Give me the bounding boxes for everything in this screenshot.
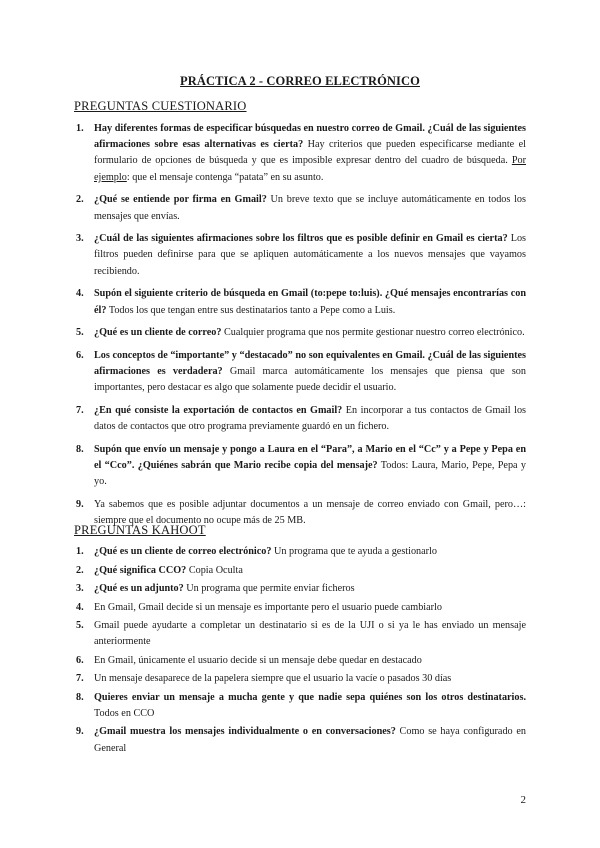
question-text: ¿Qué es un cliente de correo? — [94, 327, 222, 339]
item-number: 6. — [76, 654, 84, 666]
page-title: PRÁCTICA 2 - CORREO ELECTRÓNICO — [180, 74, 420, 88]
answer-text: Todos en CCO — [94, 707, 155, 719]
list-item — [74, 600, 526, 616]
question-text: ¿Qué se entiende por firma en Gmail? — [94, 194, 267, 206]
section-heading-cuestionario: PREGUNTAS CUESTIONARIO — [74, 99, 247, 113]
list-item — [74, 121, 526, 186]
answer-text: En incorporar a tus contactos de Gmail los datos de contactos que otro programa previamente guardó en un fichero. — [94, 405, 526, 433]
item-number: 2. — [76, 564, 84, 576]
item-number: 7. — [76, 673, 84, 685]
item-number: 4. — [76, 601, 84, 613]
list-item — [74, 192, 526, 224]
question-text: ¿Qué es un cliente de correo electrónico? — [94, 546, 272, 557]
item-number: 6. — [76, 349, 84, 361]
list-item — [74, 442, 526, 491]
item-number: 3. — [76, 583, 84, 594]
kahoot-list — [74, 544, 526, 759]
list-item — [74, 348, 526, 397]
item-number: 5. — [76, 620, 84, 631]
question-text: ¿Gmail muestra los mensajes individualmente o en conversaciones? — [94, 726, 396, 738]
section-heading-kahoot: PREGUNTAS KAHOOT — [74, 523, 206, 537]
answer-text: Cualquier programa que nos permite gestionar nuestro correo electrónico. — [221, 327, 525, 339]
answer-text-cont: : que el mensaje contenga “patata” en su asunto. — [126, 171, 324, 183]
underlined-text: Por ejemplo — [94, 155, 526, 183]
question-text: ¿Qué es un adjunto? — [94, 583, 184, 594]
question-text: ¿Qué significa CCO? — [94, 564, 187, 576]
answer-text: Todos los que tengan entre sus destinatarios tanto a Pepe como a Luis. — [106, 304, 396, 316]
question-text: Hay diferentes formas de especificar búsquedas en nuestro correo de Gmail. ¿Cuál de las siguientes afirmaciones sobre esas alternativas es cierta? — [94, 123, 526, 151]
item-number: 9. — [76, 726, 84, 738]
answer-text: Un breve texto que se incluye automáticamente en todos los mensajes que envías. — [94, 194, 526, 222]
answer-text: Gmail puede ayudarte a completar un destinatario si es de la UJI o si ya le has enviado un mensaje anteriormente — [94, 620, 526, 648]
item-number: 5. — [76, 327, 84, 339]
list-item — [74, 690, 526, 722]
item-number: 9. — [76, 499, 84, 511]
list-item — [74, 653, 526, 669]
question-text: ¿Cuál de las siguientes afirmaciones sobre los filtros que es posible definir en Gmail es cierta? — [94, 233, 508, 245]
item-number: 8. — [76, 443, 84, 455]
list-item — [74, 581, 526, 597]
list-item — [74, 671, 526, 687]
answer-text: En Gmail, Gmail decide si un mensaje es importante pero el usuario puede cambiarlo — [94, 601, 442, 613]
cuestionario-list — [74, 121, 526, 536]
item-number: 8. — [76, 691, 84, 703]
answer-text: Copia Oculta — [186, 564, 243, 576]
answer-text: Un programa que te ayuda a gestionarlo — [271, 546, 437, 557]
answer-text: Ya sabemos que es posible adjuntar documentos a un mensaje de correo enviado con Gmail, pero…: siempre que el documento no ocupe más de 25 MB. — [94, 499, 526, 527]
list-item — [74, 325, 526, 341]
answer-text: Gmail marca automáticamente los mensajes que piensa que son importantes, pero destacar es algo que solamente puede decidir el usuario. — [94, 366, 526, 394]
question-text: Quieres enviar un mensaje a mucha gente y que nadie sepa quiénes son los otros destinatarios. — [94, 691, 526, 703]
question-text: Los conceptos de “importante” y “destacado” no son equivalentes en Gmail. ¿Cuál de las siguientes afirmaciones es verdadera? — [94, 349, 526, 378]
list-item — [74, 403, 526, 435]
page-number: 2 — [520, 794, 526, 806]
answer-text: Todos: Laura, Mario, Pepe, Pepa y yo. — [94, 460, 526, 488]
answer-text: Los filtros pueden definirse para que se apliquen automáticamente a los nuevos mensajes que vayamos recibiendo. — [94, 233, 527, 277]
item-number: 1. — [76, 546, 84, 557]
list-item — [74, 724, 526, 756]
item-number: 4. — [76, 288, 84, 300]
item-number: 3. — [76, 233, 84, 245]
list-item — [74, 563, 526, 579]
answer-text: Un programa que permite enviar ficheros — [183, 583, 355, 594]
list-item — [74, 231, 526, 280]
item-number: 1. — [76, 123, 84, 134]
list-item — [74, 618, 526, 650]
answer-text: Como se haya configurado en General — [94, 726, 526, 754]
answer-text: En Gmail, únicamente el usuario decide si un mensaje debe quedar en destacado — [94, 654, 422, 666]
list-item — [74, 544, 526, 560]
item-number: 7. — [76, 405, 84, 417]
list-item — [74, 286, 526, 318]
question-text: Supón que envío un mensaje y pongo a Laura en el “Para”, a Mario en el “Cc” y a Pepe y Pepa en el “Cco”. ¿Quiénes sabrán que Mario recibe copia del mensaje? — [94, 443, 526, 472]
answer-text: Un mensaje desaparece de la papelera siempre que el usuario la vacíe o pasados 30 días — [94, 673, 452, 685]
item-number: 2. — [76, 194, 84, 206]
answer-text: Hay criterios que pueden especificarse mediante el formulario de opciones de búsqueda y que es imposible expresar dentro del cuadro de búsqueda. — [94, 139, 526, 167]
question-text: Supón el siguiente criterio de búsqueda en Gmail (to:pepe to:luis). ¿Qué mensajes encontrarías con él? — [94, 288, 526, 316]
question-text: ¿En qué consiste la exportación de contactos en Gmail? — [94, 405, 343, 417]
